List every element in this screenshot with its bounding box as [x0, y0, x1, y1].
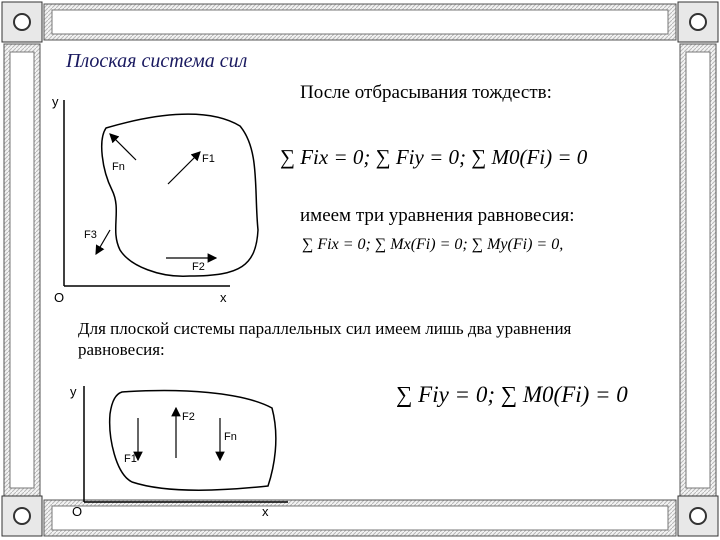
force-f1-label: F1 [124, 453, 137, 465]
corner-top-left [2, 2, 42, 42]
slide-title: Плоская система сил [66, 50, 248, 72]
force-f2-label: F2 [192, 261, 205, 273]
force-fn-label: Fn [224, 431, 237, 443]
diagram-bottom [62, 378, 302, 518]
origin-label: O [54, 290, 65, 305]
formula-2: ∑ Fix = 0; ∑ Mx(Fi) = 0; ∑ My(Fi) = 0, [302, 236, 564, 253]
x-axis-label: x [262, 504, 269, 518]
y-axis-label: y [70, 384, 77, 399]
formula-1: ∑ Fix = 0; ∑ Fiy = 0; ∑ M0(Fi) = 0 [280, 145, 588, 169]
diagram-top [40, 90, 300, 310]
force-fn-label: Fn [112, 161, 125, 173]
force-f1-label: F1 [202, 153, 215, 165]
force-f2-label: F2 [182, 411, 195, 423]
body-outline [102, 114, 258, 276]
corner-bottom-right [678, 496, 718, 536]
body-outline [110, 391, 276, 491]
formula-3: ∑ Fiy = 0; ∑ M0(Fi) = 0 [396, 382, 628, 407]
heading-text: После отбрасывания тождеств: [300, 82, 552, 103]
y-axis-label: y [52, 94, 59, 109]
origin-label: O [72, 504, 83, 518]
x-axis-label: x [220, 290, 227, 305]
corner-top-right [678, 2, 718, 42]
force-f3-arrow [96, 230, 110, 254]
force-fn-arrow [110, 134, 136, 160]
corner-bottom-left [2, 496, 42, 536]
subheading-text: имеем три уравнения равновесия: [300, 205, 575, 226]
paragraph-text: Для плоской системы параллельных сил имеем лишь два уравнения равновесия: [78, 319, 572, 359]
force-f3-label: F3 [84, 229, 97, 241]
force-f1-arrow [168, 152, 200, 184]
